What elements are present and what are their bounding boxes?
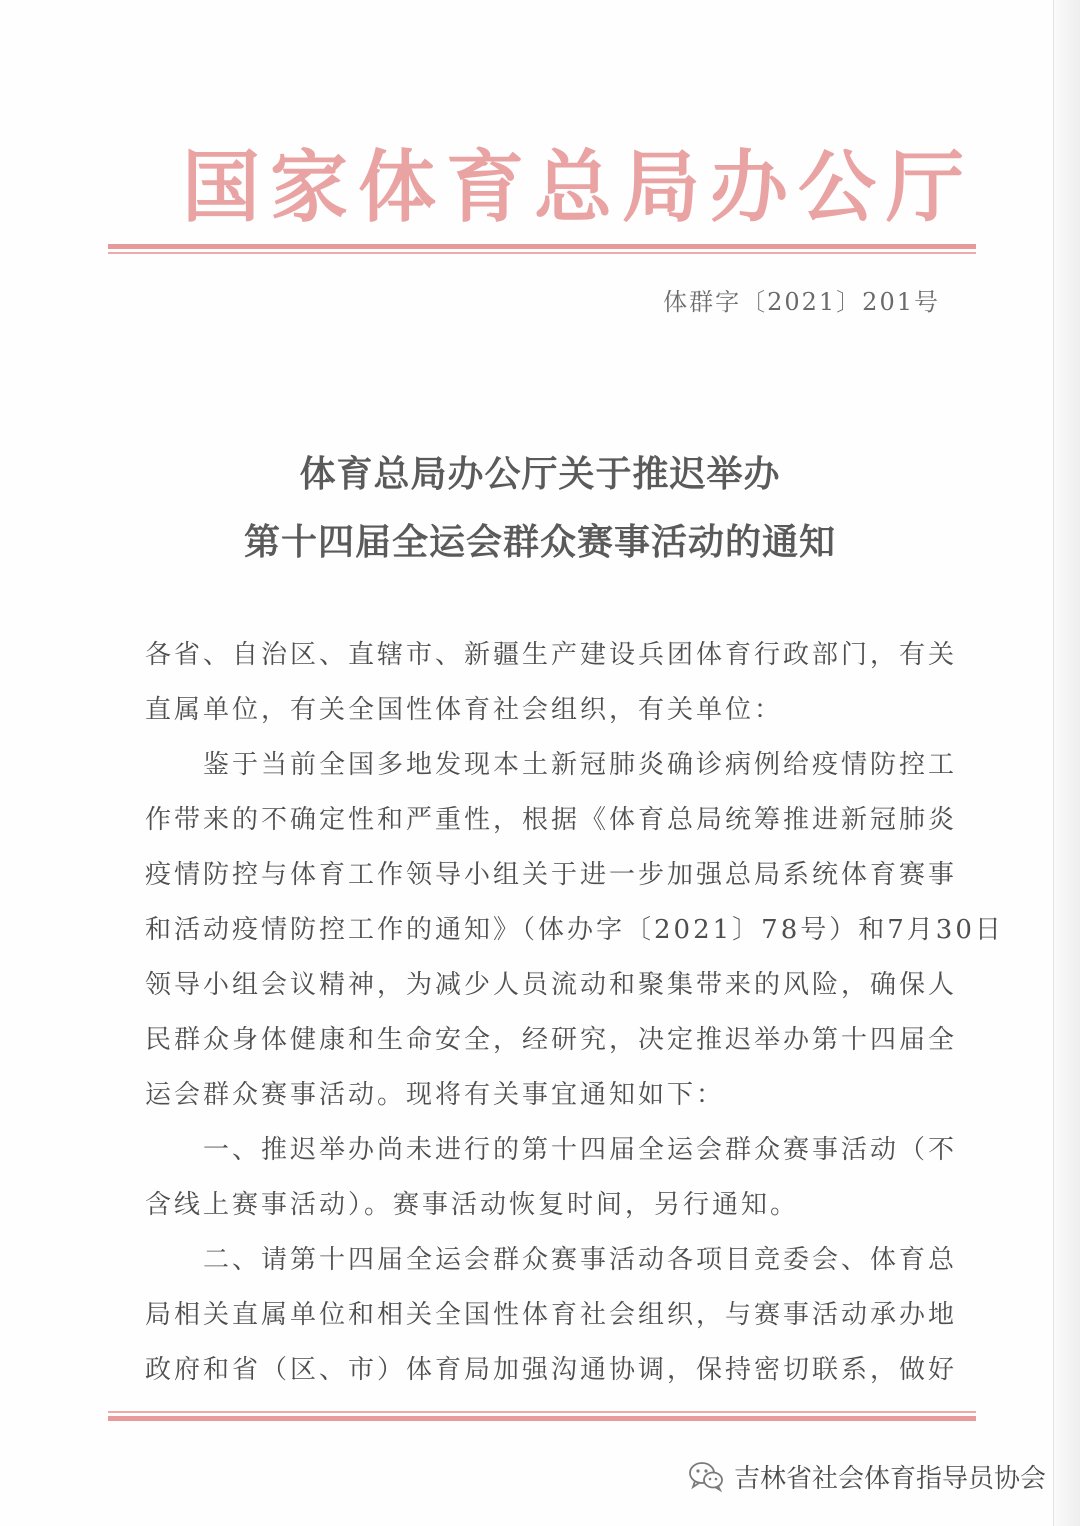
body-line: 一、推迟举办尚未进行的第十四届全运会群众赛事活动（不 (145, 1135, 958, 1165)
footer-rule-thin (108, 1411, 976, 1413)
masthead-title: 国家体育总局办公厅 (182, 142, 975, 233)
body-line: 含线上赛事活动）。赛事活动恢复时间，另行通知。 (145, 1190, 800, 1220)
watermark-text: 吉林省社会体育指导员协会 (733, 1463, 1046, 1494)
body-line: 二、请第十四届全运会群众赛事活动各项目竞委会、体育总 (145, 1245, 958, 1275)
page-edge (1053, 0, 1080, 1526)
wechat-watermark (686, 1456, 1046, 1496)
masthead-rule (108, 244, 976, 249)
title-line-1: 体育总局办公厅关于推迟举办 (299, 453, 781, 495)
body-line: 领导小组会议精神，为减少人员流动和聚集带来的风险，确保人 (145, 970, 958, 1000)
wechat-icon (686, 1456, 726, 1496)
document-number: 体群字〔2021〕201号 (663, 288, 940, 316)
body-line: 直属单位，有关全国性体育社会组织，有关单位： (145, 695, 784, 725)
masthead-rule-thin (108, 252, 976, 254)
body-line: 作带来的不确定性和严重性，根据《体育总局统筹推进新冠肺炎 (145, 805, 958, 835)
footer-rule (108, 1416, 976, 1421)
body-line: 和活动疫情防控工作的通知》（体办字〔2021〕78号）和7月30日 (145, 915, 1004, 945)
body-line: 政府和省（区、市）体育局加强沟通协调，保持密切联系，做好 (145, 1355, 958, 1385)
notice-body (145, 628, 1004, 1398)
masthead (110, 138, 980, 238)
title-line-2: 第十四届全运会群众赛事活动的通知 (243, 521, 836, 563)
body-line: 民群众身体健康和生命安全，经研究，决定推迟举办第十四届全 (145, 1025, 958, 1055)
body-line: 鉴于当前全国多地发现本土新冠肺炎确诊病例给疫情防控工 (145, 750, 958, 780)
body-line: 各省、自治区、直辖市、新疆生产建设兵团体育行政部门，有关 (145, 640, 958, 670)
notice-title (110, 440, 970, 576)
body-line: 局相关直属单位和相关全国性体育社会组织，与赛事活动承办地 (145, 1300, 958, 1330)
body-line: 运会群众赛事活动。现将有关事宜通知如下： (145, 1080, 726, 1110)
body-line: 疫情防控与体育工作领导小组关于进一步加强总局系统体育赛事 (145, 860, 958, 890)
